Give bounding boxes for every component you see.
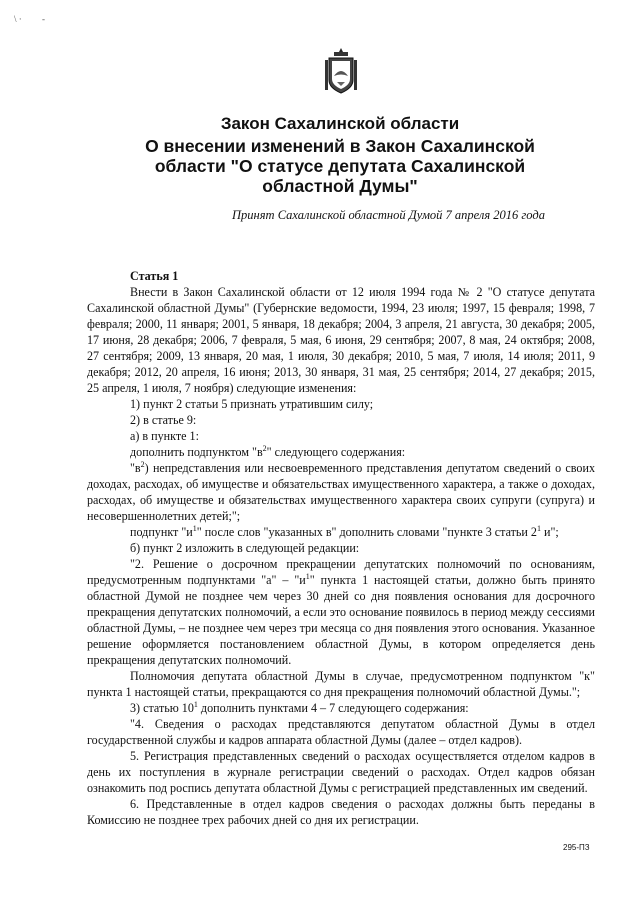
- adoption-note: Принят Сахалинской областной Думой 7 апреля 2016 года: [232, 208, 545, 222]
- paragraph-quote-2: "2. Решение о досрочном прекращении депутатских полномочий по основаниям, предусмотренным подпунктами "а" – "$и^1$" пункта 1 настоящей статьи, должно быть принято областной Думой не позднее чем через 30 дней со дня появления основания для досрочного прекращения депутатских полномочий, а если это основание появилось в период между сессиями областной Думы, – не позднее чем через три месяца со дня появления этого основания. Указанное решение оформляется постановлением областной Думы, в котором определяется день прекращения депутатских полномочий.: [87, 557, 596, 667]
- paragraph-add-subitem: дополнить подпунктом "$в^2$" следующего содержания:: [130, 443, 406, 459]
- paragraph-v2: "$в^2$) непредставления или несвоевременного представления депутатом сведений о своих доходах, расходах, об имуществе и обязательствах имущественного характера, а также о доходах, расходах, об имуществе и обязательствах имущественного характера своих супруги (супруга) и несовершеннолетних детей;";: [87, 459, 595, 523]
- paragraph-6: 6. Представленные в отдел кадров сведения о расходах должны быть переданы в Комиссию не позднее трех рабочих дней со дня их регистрации.: [87, 797, 595, 827]
- paragraph-item2b: б) пункт 2 изложить в следующей редакции:: [130, 541, 360, 555]
- scan-mark-left: \ ·: [14, 14, 22, 24]
- coat-of-arms-icon: [324, 46, 358, 96]
- document-code: 295-ПЗ: [563, 843, 590, 852]
- law-subtitle-line: области "О статусе депутата Сахалинской: [154, 156, 526, 176]
- law-subtitle: [110, 136, 570, 196]
- paragraph-4: "4. Сведения о расходах представляются депутатом областной Думы в отдел государственной службы и кадров аппарата областной Думы (далее – отдел кадров).: [87, 717, 595, 747]
- paragraph-subitem-i1: подпункт "$и^1$" после слов "указанных в" дополнить словами "пункте 3 статьи $2^1$ и";: [130, 523, 559, 539]
- paragraph-item1: 1) пункт 2 статьи 5 признать утратившим силу;: [130, 397, 374, 411]
- article-heading: Статья 1: [130, 269, 179, 283]
- law-title: Закон Сахалинской области: [220, 114, 460, 133]
- paragraph-intro: Внести в Закон Сахалинской области от 12 июля 1994 года № 2 "О статусе депутата Сахалинской областной Думы" (Губернские ведомости, 1994, 23 июля; 1997, 15 февраля; 1998, 7 февраля; 2000, 11 января; 2001, 5 января, 18 декабря; 2004, 3 апреля, 21 августа, 30 декабря; 2005, 17 июня, 28 декабря; 2006, 7 февраля, 5 мая, 6 июня, 29 сентября; 2007, 8 мая, 24 октября; 2008, 27 сентября; 2009, 13 января, 20 мая, 1 июля, 30 декабря; 2010, 5 мая, 7 июля, 14 июля; 2011, 9 декабря; 2012, 20 апреля, 16 июня; 2013, 30 января, 31 мая, 25 сентября; 2014, 27 декабря; 2015, 25 апреля, 1 июля, 7 ноября) следующие изменения:: [87, 285, 595, 395]
- scan-mark-right: -: [42, 14, 45, 24]
- law-subtitle-line: областной Думы": [262, 176, 418, 196]
- paragraph-powers: Полномочия депутата областной Думы в случае, предусмотренном подпунктом "к" пункта 1 настоящей статьи, прекращаются со дня прекращения полномочий областной Думы.";: [87, 669, 595, 699]
- paragraph-item2a: а) в пункте 1:: [130, 429, 199, 443]
- law-body: [87, 268, 595, 828]
- paragraph-5: 5. Регистрация представленных сведений о расходах осуществляется отделом кадров в день их поступления в журнале регистрации сведений о расходах. Отдел кадров обязан ознакомить под роспись депутата областной Думы с регистрацией представленных им сведений.: [87, 749, 595, 795]
- paragraph-item3: 3) статью $10^1$ дополнить пунктами 4 – 7 следующего содержания:: [130, 699, 469, 715]
- law-subtitle-line: О внесении изменений в Закон Сахалинской: [145, 136, 535, 156]
- paragraph-item2: 2) в статье 9:: [130, 413, 197, 427]
